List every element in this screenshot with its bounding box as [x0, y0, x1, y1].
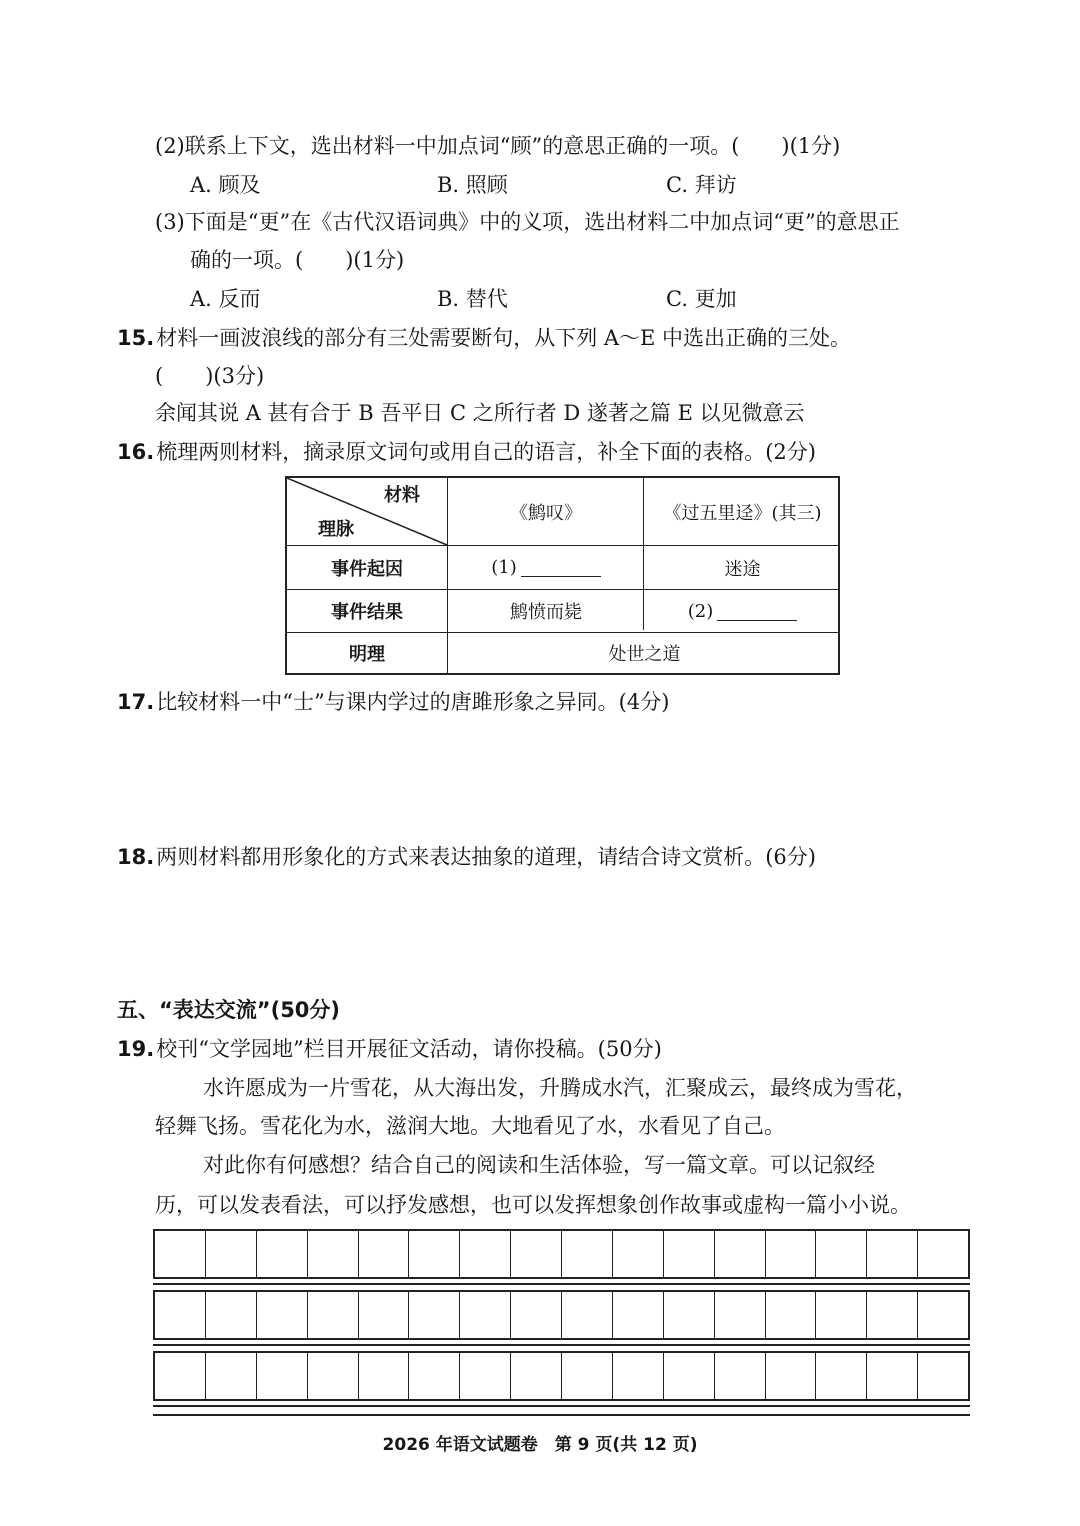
- q14-sub3-option-a: A. 反而: [190, 287, 261, 311]
- writing-grid-divider: [153, 1405, 970, 1407]
- q14-sub2-option-b: B. 照顾: [437, 173, 508, 197]
- writing-grid-row-1[interactable]: [153, 1229, 970, 1279]
- q17-stem-line: [117, 687, 669, 717]
- table-cell-moral: 处世之道: [608, 644, 681, 665]
- table-cell-result-1: 鹪愤而毙: [510, 602, 582, 623]
- table-row-header-cause: 事件起因: [331, 558, 403, 580]
- table-col-header-2: 《过五里迳》(其三): [663, 502, 822, 524]
- q14-sub2-option-a: A. 顾及: [190, 173, 261, 197]
- table-corner-top: 材料: [384, 485, 420, 506]
- q17-number: 17.: [117, 690, 155, 714]
- writing-grid-row-3[interactable]: [153, 1351, 970, 1401]
- q16-stem: 梳理两则材料，摘录原文词句或用自己的语言，补全下面的表格。(2分): [156, 440, 816, 464]
- blank-2-line[interactable]: [717, 602, 797, 621]
- q19-para2-line1: 对此你有何感想？结合自己的阅读和生活体验，写一篇文章。可以记叙经: [203, 1153, 875, 1177]
- table-cell-blank-2[interactable]: [645, 590, 840, 632]
- blank-1-label: (1): [491, 557, 517, 578]
- table-row-header-moral: 明理: [349, 644, 385, 665]
- q14-sub3-option-c: C. 更加: [666, 287, 737, 311]
- q15-number: 15.: [117, 326, 155, 350]
- summary-table: [285, 476, 840, 675]
- q16-number: 16.: [117, 440, 155, 464]
- writing-grid-bottom-line: [153, 1414, 970, 1416]
- q15-stem-line2: ( )(3分): [155, 364, 265, 388]
- q14-sub3-stem-line1: (3)下面是“更”在《古代汉语词典》中的义项，选出材料二中加点词“更”的意思正: [155, 210, 900, 234]
- blank-1-line[interactable]: [521, 558, 601, 577]
- table-corner-bottom: 理脉: [318, 519, 354, 540]
- q17-stem: 比较材料一中“士”与课内学过的唐雎形象之异同。(4分): [156, 690, 670, 714]
- q14-sub3-stem-line2: 确的一项。( )(1分): [190, 248, 405, 272]
- q19-stem: 校刊“文学园地”栏目开展征文活动，请你投稿。(50分): [156, 1037, 662, 1061]
- page-footer: 2026 年语文试题卷 第 9 页(共 12 页): [382, 1435, 698, 1455]
- section-5-title: 五、“表达交流”(50分): [117, 998, 341, 1022]
- q19-para1-line1: 水许愿成为一片雪花，从大海出发，升腾成水汽，汇聚成云，最终成为雪花，: [203, 1076, 917, 1100]
- table-row-header-result: 事件结果: [331, 602, 403, 623]
- writing-grid-row-2[interactable]: [153, 1290, 970, 1340]
- q15-stem-line1: [117, 323, 851, 353]
- writing-grid-divider: [153, 1344, 970, 1346]
- q16-stem-line: [117, 437, 816, 467]
- blank-2-label: (2): [687, 600, 714, 622]
- q18-stem-line: [117, 842, 816, 872]
- writing-grid-divider: [153, 1283, 970, 1285]
- table-col-header-1: 《鹪叹》: [510, 502, 582, 524]
- q19-para2-line2: 历，可以发表看法，可以抒发感想，也可以发挥想象创作故事或虚构一篇小小说。: [155, 1193, 911, 1217]
- table-cell-cause-2: 迷途: [724, 558, 761, 580]
- q19-number: 19.: [117, 1037, 155, 1061]
- q15-sentence: 余闻其说 A 甚有合于 B 吾平日 C 之所行者 D 遂著之篇 E 以见微意云: [155, 401, 805, 425]
- table-cell-blank-1[interactable]: [449, 546, 643, 589]
- q18-number: 18.: [117, 845, 155, 869]
- q18-stem: 两则材料都用形象化的方式来表达抽象的道理，请结合诗文赏析。(6分): [156, 845, 816, 869]
- q15-stem: 材料一画波浪线的部分有三处需要断句，从下列 A～E 中选出正确的三处。: [156, 326, 852, 350]
- q14-sub2-option-c: C. 拜访: [666, 173, 737, 197]
- q19-stem-line: [117, 1034, 662, 1064]
- q14-sub2-stem: (2)联系上下文，选出材料一中加点词“顾”的意思正确的一项。( )(1分): [155, 134, 841, 158]
- q14-sub3-option-b: B. 替代: [437, 287, 508, 311]
- q19-para1-line2: 轻舞飞扬。雪花化为水，滋润大地。大地看见了水，水看见了自己。: [155, 1114, 785, 1138]
